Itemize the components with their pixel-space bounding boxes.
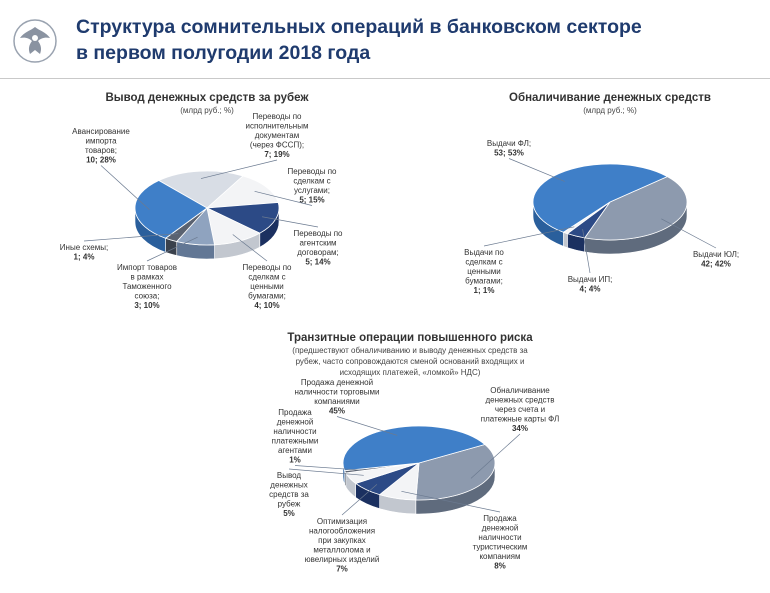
pie-chart-2: [464, 92, 739, 295]
slice-label-line: договорам;: [297, 248, 339, 257]
slice-label-line: туристическим: [472, 542, 528, 552]
slice-label-line: ценными: [467, 267, 501, 276]
slice-value-label: 3; 10%: [134, 301, 160, 310]
pie-chart-1: [60, 92, 343, 310]
chart-title: Обналичивание денежных средств: [509, 92, 711, 104]
slice-label-line: (через ФССП);: [249, 140, 305, 150]
slice-label-line: наличности: [478, 533, 522, 542]
slice-label-line: Выдачи ЮЛ;: [692, 250, 740, 259]
chart-subtitle: рубеж, часто сопровождаются сменой оснований входящих и: [295, 357, 525, 366]
slice-label-line: документам: [254, 131, 300, 140]
slice-value-label: 53; 53%: [494, 148, 524, 158]
slice-label-line: бумагами;: [248, 291, 286, 301]
slice-label-line: в рамках: [130, 272, 164, 282]
slice-label-line: агентским: [299, 238, 337, 248]
slice-label-line: платежные карты ФЛ: [480, 414, 560, 424]
slice-label-line: компаниями: [314, 397, 360, 406]
slice-label-line: Переводы по: [287, 167, 337, 176]
slice-label-2: [568, 275, 613, 294]
slice-label-line: Переводы по: [252, 112, 302, 121]
slice-value-label: 1; 1%: [473, 286, 495, 295]
slice-label-line: средств за: [269, 490, 309, 499]
slice-label-1: [693, 250, 739, 269]
leader-line-4: [509, 159, 565, 182]
slice-label-line: Выдачи ИП;: [567, 275, 613, 284]
slice-value-label: 4; 10%: [254, 301, 280, 310]
slice-value-label: 5; 14%: [305, 257, 331, 267]
slice-label-line: Авансирование: [72, 127, 130, 136]
slice-label-line: Оптимизация: [316, 517, 368, 526]
slice-label-4: [487, 139, 531, 158]
slice-label-line: компаниям: [479, 552, 521, 561]
slice-label-line: Таможенного: [122, 282, 172, 291]
slice-label-line: исполнительным: [245, 121, 309, 131]
slice-label-line: Выдачи по: [464, 248, 504, 257]
slice-label-4: [269, 471, 309, 518]
slice-label-line: наличности: [273, 427, 317, 436]
slice-value-label: 34%: [511, 424, 529, 433]
slice-label-line: Продажа денежной: [300, 378, 374, 387]
slice-label-3: [305, 517, 380, 574]
slice-label-3: [464, 248, 504, 295]
slice-label-6: [60, 243, 108, 262]
chart-title: Транзитные операции повышенного риска: [287, 332, 533, 344]
slice-label-line: Продажа: [483, 514, 517, 523]
slice-label-line: денежных: [270, 480, 308, 490]
chart-title: Вывод денежных средств за рубеж: [105, 92, 309, 104]
chart-subtitle: исходящих платежей, «ломкой» НДС): [339, 368, 481, 377]
slice-value-label: 5%: [283, 509, 295, 518]
slice-label-line: при закупках: [318, 536, 366, 545]
slice-label-line: Иные схемы;: [59, 243, 109, 252]
chart-subtitle: (млрд руб.; %): [180, 106, 234, 115]
slice-label-line: сделкам с: [248, 272, 286, 282]
slice-label-line: металлолома и: [313, 545, 371, 555]
slice-label-line: сделкам с: [465, 257, 503, 267]
slice-label-5: [117, 263, 177, 310]
slice-label-line: через счета и: [494, 405, 546, 414]
chart-subtitle: (предшествуют обналичиванию и выводу денежных средств за: [292, 346, 528, 355]
slice-label-line: денежной: [481, 523, 519, 533]
slice-value-label: 5; 15%: [299, 195, 325, 205]
slice-label-line: импорта: [85, 136, 117, 146]
title-line-2: в первом полугодии 2018 года: [76, 42, 371, 64]
slice-value-label: 45%: [328, 406, 346, 416]
slice-label-line: рубеж: [277, 499, 301, 509]
pie-side-3: [563, 232, 567, 247]
slice-label-line: бумагами;: [465, 276, 503, 286]
slice-label-line: денежных средств: [485, 395, 555, 405]
slice-label-line: налогообложения: [308, 526, 376, 536]
slice-value-label: 7; 19%: [264, 150, 290, 159]
slice-label-line: ценными: [250, 282, 284, 291]
slice-label-5: [272, 408, 319, 465]
chart-subtitle: (млрд руб.; %): [583, 106, 637, 115]
pie-chart-3: [269, 332, 559, 574]
slice-label-line: Переводы по: [293, 229, 343, 238]
slice-value-label: 1; 4%: [73, 252, 95, 262]
slice-label-2: [473, 514, 528, 571]
leader-line-7: [101, 166, 150, 210]
slice-label-7: [72, 127, 130, 165]
slice-label-line: Вывод: [276, 471, 302, 480]
slice-label-2: [288, 167, 338, 205]
slice-value-label: 42; 42%: [701, 259, 731, 269]
slice-value-label: 10; 28%: [86, 155, 116, 165]
title-line-1: Структура сомнительных операций в банковском секторе: [76, 16, 642, 38]
leader-line-6: [337, 417, 397, 436]
slice-label-line: наличности торговыми: [294, 387, 380, 397]
slice-label-line: сделкам с: [293, 176, 331, 186]
slice-label-line: услугами;: [294, 186, 330, 195]
slice-value-label: 4; 4%: [579, 284, 601, 294]
slice-label-line: ювелирных изделий: [304, 555, 380, 564]
slice-label-3: [294, 229, 344, 267]
slice-value-label: 8%: [494, 561, 506, 571]
slice-label-line: платежными: [271, 436, 319, 446]
slice-label-line: союза;: [134, 291, 160, 301]
slice-label-line: Продажа: [278, 408, 312, 417]
slice-value-label: 7%: [336, 564, 348, 574]
slice-label-4: [243, 263, 293, 310]
slice-label-line: Импорт товаров: [117, 263, 177, 272]
slice-label-line: денежной: [276, 417, 314, 427]
slice-label-line: Переводы по: [242, 263, 292, 272]
slice-label-line: Обналичивание: [490, 386, 550, 395]
slice-label-line: товаров;: [84, 146, 118, 155]
slice-label-1: [481, 386, 560, 433]
slice-label-1: [246, 112, 309, 159]
slice-label-line: Выдачи ФЛ;: [486, 139, 532, 148]
slice-label-line: агентами: [277, 446, 313, 455]
slice-value-label: 1%: [289, 455, 301, 465]
